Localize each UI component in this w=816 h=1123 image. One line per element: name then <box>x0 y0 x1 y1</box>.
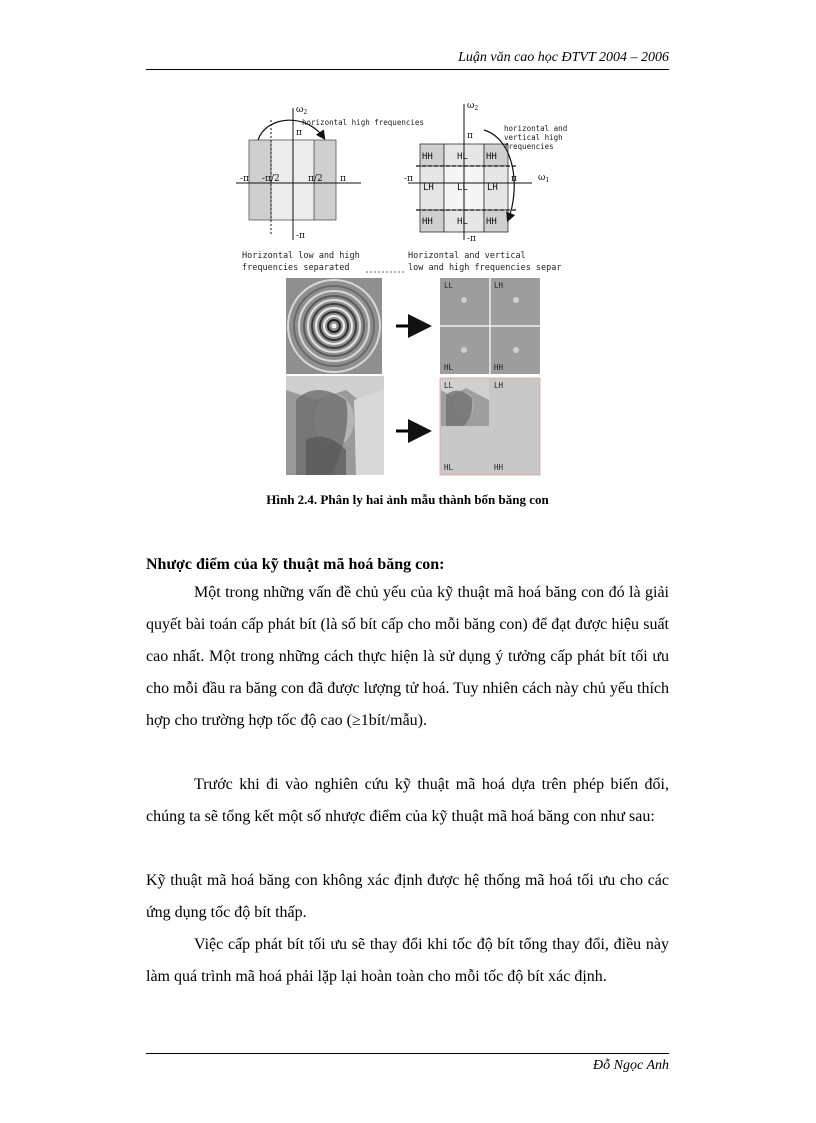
page-footer: Đỗ Ngọc Anh <box>593 1058 669 1073</box>
right-cell-hh-bl: HH <box>422 217 433 227</box>
svg-text:ω1: $\omega_1$ <box>538 173 550 184</box>
left-caption-line1: Horizontal low and high <box>242 251 360 261</box>
right-neg-pi: -π <box>404 174 413 184</box>
right-cell-ll: LL <box>457 183 468 193</box>
svg-text:LH: LH <box>494 381 504 390</box>
paragraph-2: Trước khi đi vào nghiên cứu kỹ thuật mã hoá dựa trên phép biến đổi, chúng ta sẽ tổng kết một số nhược điểm của kỹ thuật mã hoá băng con như sau: <box>146 776 669 825</box>
right-axis-v: ω <box>467 101 475 111</box>
right-caption-line2: low and high frequencies separ <box>408 263 562 273</box>
svg-text:LL: LL <box>444 281 454 290</box>
svg-text:LH: LH <box>494 281 504 290</box>
footer-rule <box>146 1053 669 1054</box>
right-pi-top: π <box>467 131 473 141</box>
right-cell-hl-bottom: HL <box>457 217 468 227</box>
paragraph-1: Một trong những vấn đề chủ yếu của kỹ thuật mã hoá băng con đó là giải quyết bài toán cấp phát bít (là số bít cấp cho mỗi băng con) để đạt được hiệu suất cao nhất. Một trong những cách thực hiện là sử dụng ý tưởng cấp phát bít tối ưu cho mỗi đầu ra băng con đã được lượng tử hoá. Tuy nhiên cách này chủ yếu thích hợp cho trường hợp tốc độ cao (≥1bít/mẫu). <box>146 584 669 729</box>
right-caption-line1: Horizontal and vertical <box>408 251 526 261</box>
right-cell-hl-top: HL <box>457 152 468 162</box>
svg-text:ω2: $\omega_2$ <box>296 105 308 116</box>
figure-subband-decomposition <box>236 100 596 485</box>
figure-caption: Hình 2.4. Phân ly hai ảnh mẫu thành bốn băng con <box>266 492 549 507</box>
right-axis-h: ω <box>538 173 546 183</box>
svg-text:HL: HL <box>444 463 454 472</box>
svg-text:HL: HL <box>444 363 454 372</box>
page-header: Luận văn cao học ĐTVT 2004 – 2006 <box>458 50 669 65</box>
left-pi-right: π <box>340 174 346 184</box>
right-pi-right: π <box>511 174 517 184</box>
left-caption-line2: frequencies separated <box>242 263 350 273</box>
paragraph-4: Việc cấp phát bít tối ưu sẽ thay đổi khi tốc độ bít tổng thay đổi, điều này làm quá trình mã hoá phải lặp lại hoàn toàn cho mỗi tốc độ bít xác định. <box>146 936 669 985</box>
left-neg-pi-bottom: -π <box>296 231 305 241</box>
right-annotation-1: horizontal and <box>504 124 568 133</box>
right-cell-hh-br: HH <box>486 217 497 227</box>
left-axis-v: ω <box>296 105 304 115</box>
right-annotation-2: vertical high <box>504 133 563 142</box>
right-cell-lh-right: LH <box>487 183 498 193</box>
svg-text:HH: HH <box>494 363 504 372</box>
svg-text:LL: LL <box>444 381 454 390</box>
portrait-image <box>286 376 384 475</box>
left-neg-half-pi: -π/2 <box>262 174 280 184</box>
left-half-pi: π/2 <box>308 174 323 184</box>
right-cell-hh-tr: HH <box>486 152 497 162</box>
zone-plate-subbands <box>440 278 540 374</box>
left-pi-top: π <box>296 128 302 138</box>
left-neg-pi: -π <box>240 174 249 184</box>
right-annotation-3: frequencies <box>504 142 554 151</box>
right-cell-lh-left: LH <box>423 183 434 193</box>
svg-text:ω2: $\omega_2$ <box>467 101 479 112</box>
portrait-subbands <box>440 378 540 475</box>
header-rule <box>146 69 669 70</box>
left-annotation: horizontal high frequencies <box>302 118 424 127</box>
zone-plate-image <box>286 278 382 374</box>
right-cell-hh-tl: HH <box>422 152 433 162</box>
section-title: Nhược điểm của kỹ thuật mã hoá băng con: <box>146 556 445 573</box>
right-neg-pi-bottom: -π <box>467 234 476 244</box>
left-frequency-diagram <box>236 105 424 273</box>
svg-text:HH: HH <box>494 463 504 472</box>
paragraph-3: Kỹ thuật mã hoá băng con không xác định được hệ thống mã hoá tối ưu cho các ứng dụng tốc độ bít thấp. <box>146 872 669 921</box>
